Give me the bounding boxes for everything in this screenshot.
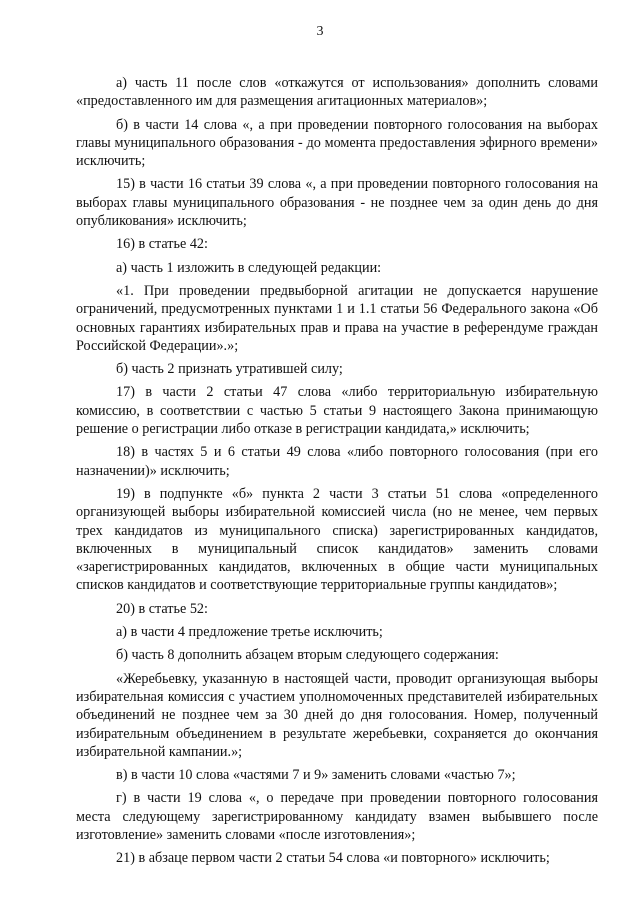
paragraph: а) часть 11 после слов «откажутся от использования» дополнить словами «предоставленного им для размещения агитационных материалов»; xyxy=(76,75,598,110)
paragraph: 21) в абзаце первом части 2 статьи 54 слова «и повторного» исключить; xyxy=(116,850,550,867)
paragraph: «Жеребьевку, указанную в настоящей части, проводит организующая выборы избирательная комиссия с участием уполномоченных представителей избирательных объединений не позднее чем за 30 дней до дня голосования. Номер, полученный избирательным объединением в результате жеребьевки, сохраняется до окончания избирательной кампании.»; xyxy=(76,670,598,760)
paragraph: «1. При проведении предвыборной агитации не допускается нарушение ограничений, предусмотренных пунктами 1 и 1.1 статьи 56 Федерального закона «Об основных гарантиях избирательных прав и права на участие в референдуме граждан Российской Федерации».»; xyxy=(76,282,598,354)
paragraph: б) часть 2 признать утратившей силу; xyxy=(116,361,343,378)
paragraph: 17) в части 2 статьи 47 слова «либо территориальную избирательную комиссию, в соответствии с частью 5 статьи 9 настоящего Закона принимающую решение о регистрации либо отказе в регистрации кандидата,» исключить; xyxy=(76,384,598,438)
paragraph: б) в части 14 слова «, а при проведении повторного голосования на выборах главы муниципального образования - до момента предоставления эфирного времени» исключить; xyxy=(76,116,598,170)
paragraph: 15) в части 16 статьи 39 слова «, а при проведении повторного голосования на выборах главы муниципального образования - не позднее чем за один день до дня опубликования» исключить; xyxy=(76,176,598,230)
paragraph: 18) в частях 5 и 6 статьи 49 слова «либо повторного голосования (при его назначении)» исключить; xyxy=(76,444,598,479)
paragraph: б) часть 8 дополнить абзацем вторым следующего содержания: xyxy=(116,647,499,664)
paragraph: 16) в статье 42: xyxy=(116,236,208,253)
paragraph: в) в части 10 слова «частями 7 и 9» заменить словами «частью 7»; xyxy=(116,767,516,784)
document-body xyxy=(76,74,598,873)
paragraph: г) в части 19 слова «, о передаче при проведении повторного голосования места следующему зарегистрированному кандидату взамен выбывшего после изготовление» заменить словами «после изготовления»; xyxy=(76,790,598,843)
paragraph: 19) в подпункте «б» пункта 2 части 3 статьи 51 слова «определенного организующей выборы избирательной комиссией числа (но не менее, чем первых трех кандидатов из муниципального списка) зарегистрированных кандидатов, включенных в муниципальный список кандидатов» заменить словами «зарегистрированных кандидатов, включенных в общие части муниципальных списков кандидатов и соответствующие территориальные группы кандидатов»; xyxy=(76,485,598,594)
paragraph: а) в части 4 предложение третье исключить; xyxy=(116,624,383,641)
paragraph: 20) в статье 52: xyxy=(116,600,208,617)
page-number: 3 xyxy=(316,24,324,39)
paragraph: а) часть 1 изложить в следующей редакции: xyxy=(116,259,382,276)
